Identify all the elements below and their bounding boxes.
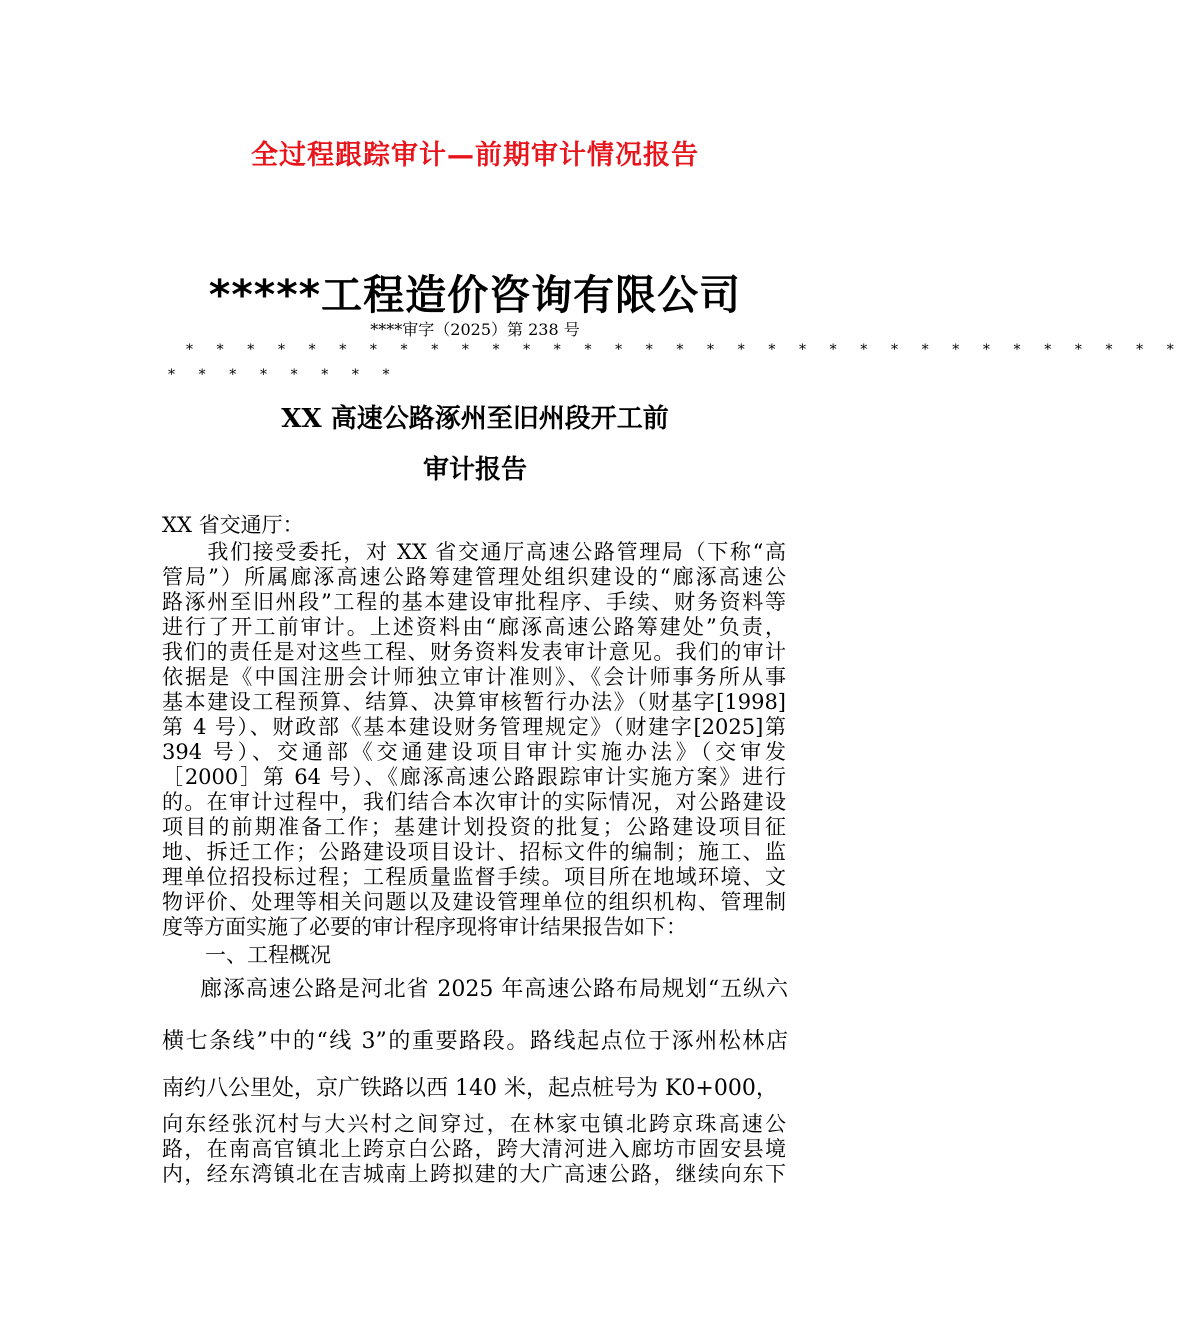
paragraph-line-wide: 南约八公里处，京广铁路以西 140 米，起点桩号为 K0+000，	[162, 1076, 778, 1101]
paragraph-line: 第 4 号）、财政部《基本建设财务管理规定》（财建字[2025]第	[162, 715, 786, 739]
paragraph-line: 路，在南高官镇北上跨京白公路，跨大清河进入廊坊市固安县境	[162, 1137, 786, 1161]
paragraph-line-wide: 廊涿高速公路是河北省 2025 年高速公路布局规划“五纵六	[200, 977, 788, 1002]
report-title-line-2: 审计报告	[422, 455, 527, 485]
star-separator-line-2: * * * * * * * *	[168, 367, 400, 383]
section-heading-project-overview: 一、工程概况	[205, 943, 331, 967]
paragraph-line: 度等方面实施了必要的审计程序现将审计结果报告如下：	[162, 915, 687, 939]
paragraph-line: 我们接受委托，对 XX 省交通厅高速公路管理局（下称“高	[162, 540, 786, 564]
paragraph-line: 依据是《中国注册会计师独立审计准则》、《会计师事务所从事	[162, 665, 786, 689]
paragraph-line: 内，经东湾镇北在吉城南上跨拟建的大广高速公路，继续向东下	[162, 1162, 786, 1186]
paragraph-line: ［2000］第 64 号）、《廊涿高速公路跟踪审计实施方案》进行	[162, 765, 786, 789]
paragraph-line: 我们的责任是对这些工程、财务资料发表审计意见。我们的审计	[162, 640, 786, 664]
document-number: ****审字（2025）第 238 号	[370, 320, 580, 339]
addressee	[162, 513, 786, 538]
company-name: *****工程造价咨询有限公司	[208, 271, 742, 319]
paragraph-line: 进行了开工前审计。上述资料由“廊涿高速公路筹建处”负责，	[162, 615, 786, 639]
paragraph-line: 路涿州至旧州段”工程的基本建设审批程序、手续、财务资料等	[162, 590, 786, 614]
paragraph-line: 项目的前期准备工作；基建计划投资的批复；公路建设项目征	[162, 815, 786, 839]
paragraph-line-wide: 横七条线”中的“线 3”的重要路段。路线起点位于涿州松林店	[162, 1029, 788, 1054]
paragraph-audit-basis	[162, 540, 786, 940]
paragraph-line: 的。在审计过程中，我们结合本次审计的实际情况，对公路建设	[162, 790, 786, 814]
paragraph-line: 地、拆迁工作；公路建设项目设计、招标文件的编制；施工、监	[162, 840, 786, 864]
paragraph-line: 394 号）、交通部《交通建设项目审计实施办法》（交审发	[162, 740, 786, 764]
paragraph-line: 管局”）所属廊涿高速公路筹建管理处组织建设的“廊涿高速公	[162, 565, 786, 589]
paragraph-line: 物评价、处理等相关问题以及建设管理单位的组织机构、管理制	[162, 890, 786, 914]
report-title-line-1: XX 高速公路涿州至旧州段开工前	[281, 404, 669, 434]
document-red-title: 全过程跟踪审计—前期审计情况报告	[251, 140, 699, 171]
paragraph-line: 基本建设工程预算、结算、决算审核暂行办法》（财基字[1998]	[162, 690, 786, 714]
addressee-text: XX 省交通厅：	[162, 513, 304, 537]
paragraph-line: 理单位招投标过程；工程质量监督手续。项目所在地域环境、文	[162, 865, 786, 889]
paragraph-route-description	[162, 1112, 786, 1187]
star-separator-line-1: * * * * * * * * * * * * * * * * * * * * * * * * * * * * * * * * *	[186, 342, 1183, 358]
paragraph-line: 向东经张沉村与大兴村之间穿过，在林家屯镇北跨京珠高速公	[162, 1112, 786, 1136]
